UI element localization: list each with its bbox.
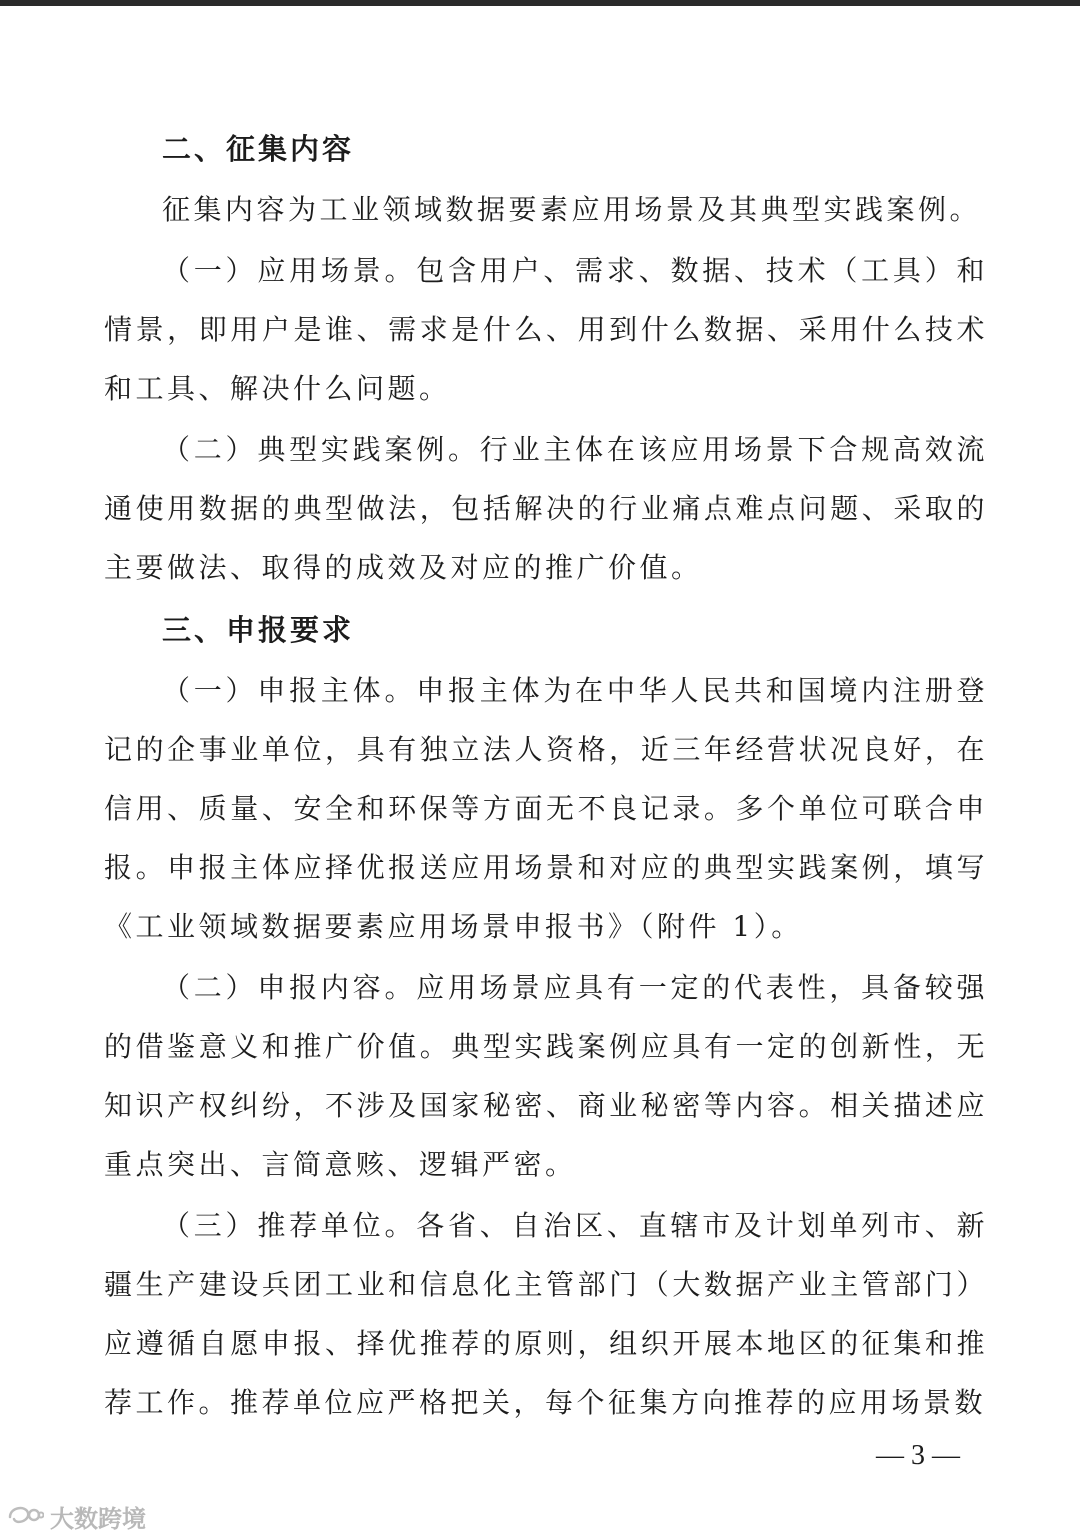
watermark-text: 大数跨境 bbox=[50, 1504, 146, 1533]
paragraph: （三）推荐单位。各省、自治区、直辖市及计划单列市、新疆生产建设兵团工业和信息化主管部门（大数据产业主管部门）应遵循自愿申报、择优推荐的原则，组织开展本地区的征集和推荐工作。推荐单位应严格把关，每个征集方向推荐的应用场景数 bbox=[104, 1209, 988, 1419]
paragraph: （一）应用场景。包含用户、需求、数据、技术（工具）和情景，即用户是谁、需求是什么、用到什么数据、采用什么技术和工具、解决什么问题。 bbox=[104, 254, 988, 405]
paragraph: （二）典型实践案例。行业主体在该应用场景下合规高效流通使用数据的典型做法，包括解决的行业痛点难点问题、采取的主要做法、取得的成效及对应的推广价值。 bbox=[104, 433, 988, 584]
paragraph: （二）申报内容。应用场景应具有一定的代表性，具备较强的借鉴意义和推广价值。典型实践案例应具有一定的创新性，无知识产权纠纷，不涉及国家秘密、商业秘密等内容。相关描述应重点突出、言简意赅、逻辑严密。 bbox=[104, 971, 988, 1181]
scan-top-edge bbox=[0, 0, 1080, 6]
paragraph: 征集内容为工业领域数据要素应用场景及其典型实践案例。 bbox=[162, 193, 982, 226]
paragraph: （一）申报主体。申报主体为在中华人民共和国境内注册登记的企事业单位，具有独立法人资格，近三年经营状况良好，在信用、质量、安全和环保等方面无不良记录。多个单位可联合申报。申报主体应择优报送应用场景和对应的典型实践案例，填写《工业领域数据要素应用场景申报书》（附件 1）。 bbox=[104, 674, 988, 943]
document-page bbox=[104, 118, 988, 1432]
watermark-logo-icon bbox=[4, 1501, 44, 1531]
section-heading: 二、征集内容 bbox=[162, 132, 355, 166]
section-heading: 三、申报要求 bbox=[162, 613, 355, 647]
watermark bbox=[4, 1498, 146, 1534]
page-number: — 3 — bbox=[876, 1440, 960, 1471]
